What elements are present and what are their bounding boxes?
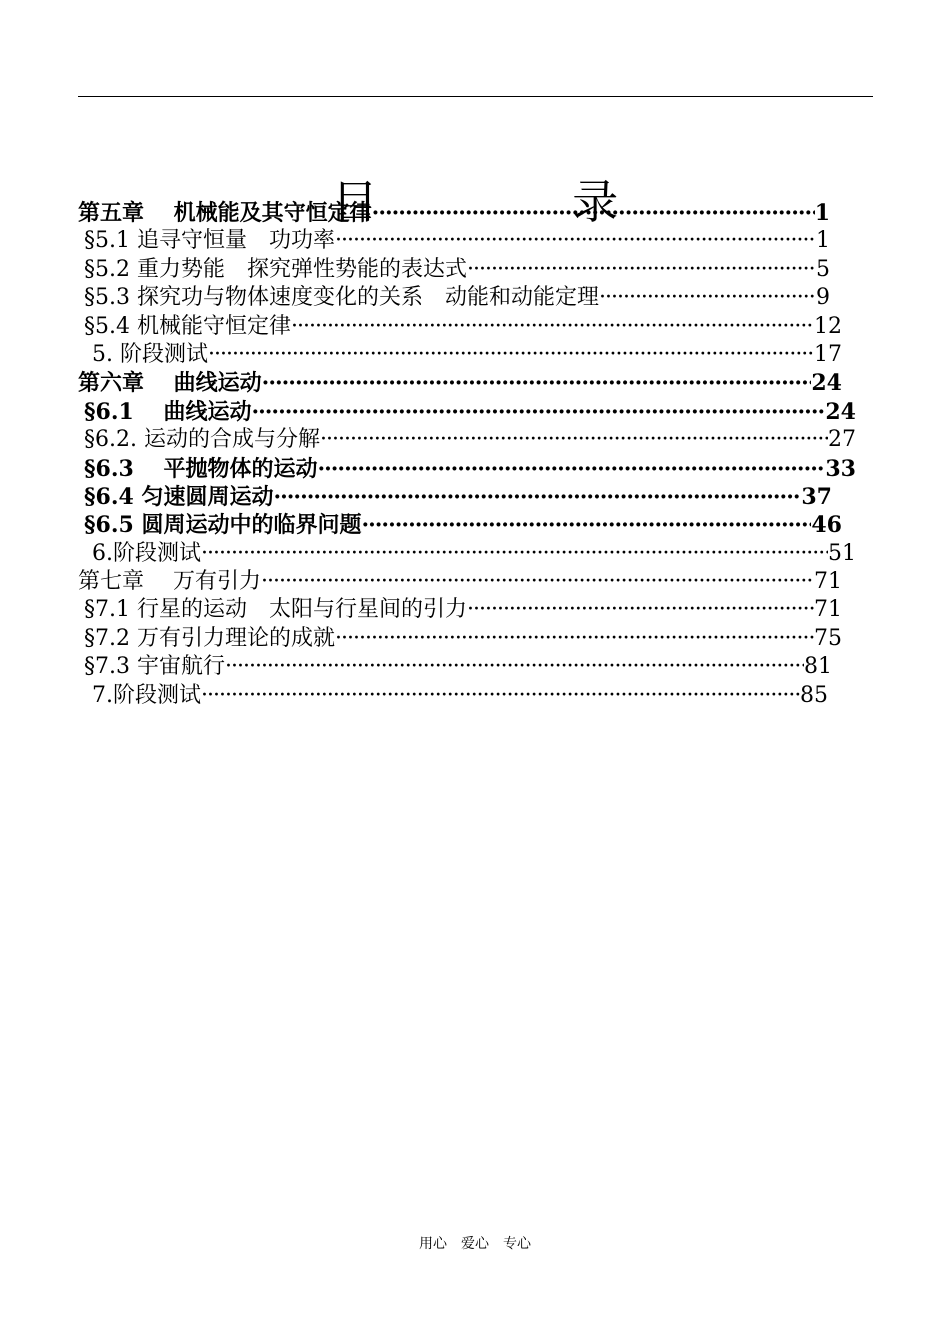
toc-entry-page-number: 1	[814, 200, 830, 226]
dot-leader	[208, 341, 814, 369]
toc-entry-title: §7.3 宇宙航行	[84, 654, 225, 680]
toc-entry-page-number: 12	[814, 313, 842, 339]
dot-leader	[262, 369, 812, 397]
dot-leader	[599, 284, 816, 312]
toc-entry-title: §7.2 万有引力理论的成就	[84, 625, 335, 651]
toc-entry[interactable]	[78, 426, 856, 454]
toc-entry[interactable]	[78, 284, 830, 312]
toc-entry-title: §6.4 匀速圆周运动	[84, 483, 274, 510]
toc-entry-title: §5.2 重力势能 探究弹性势能的表达式	[84, 256, 467, 282]
toc-entry-title: §5.4 机械能守恒定律	[84, 313, 291, 339]
toc-entry-title: 第六章 曲线运动	[78, 370, 262, 397]
dot-leader	[467, 596, 814, 624]
toc-entry-page-number: 71	[814, 569, 842, 595]
toc-entry-title: 第五章 机械能及其守恒定律	[78, 200, 372, 226]
toc-entry[interactable]	[78, 341, 842, 369]
toc-entry-title: §6.1 曲线运动	[84, 398, 252, 425]
toc-entry-page-number: 27	[828, 427, 856, 453]
toc-entry[interactable]	[78, 455, 856, 483]
dot-leader	[261, 568, 814, 596]
toc-entry-page-number: 71	[814, 597, 842, 623]
toc-entry-title: 5. 阶段测试	[92, 341, 208, 367]
toc-entry[interactable]	[78, 483, 832, 511]
toc-entry-page-number: 5	[816, 256, 830, 282]
table-of-contents	[78, 199, 878, 710]
toc-entry-title: §6.5 圆周运动中的临界问题	[84, 512, 362, 539]
toc-entry[interactable]	[78, 256, 830, 284]
toc-entry-page-number: 75	[814, 625, 842, 651]
page-footer: 用心 爱心 专心	[419, 1236, 531, 1252]
toc-entry-page-number: 24	[811, 370, 842, 397]
dot-leader	[273, 483, 801, 511]
dot-leader	[320, 426, 828, 454]
dot-leader	[372, 199, 815, 227]
toc-entry-title: 第七章 万有引力	[78, 569, 261, 595]
toc-entry[interactable]	[78, 653, 832, 681]
toc-entry-title: §7.1 行星的运动 太阳与行星间的引力	[84, 597, 467, 623]
toc-entry-title: §5.3 探究功与物体速度变化的关系 动能和动能定理	[84, 285, 599, 311]
dot-leader	[335, 625, 814, 653]
toc-entry[interactable]	[78, 369, 842, 397]
toc-entry[interactable]	[78, 568, 842, 596]
toc-entry-title: §6.3 平抛物体的运动	[84, 455, 318, 482]
toc-entry-page-number: 46	[811, 512, 842, 539]
header-rule	[78, 96, 873, 97]
toc-entry-page-number: 1	[816, 228, 830, 254]
toc-entry-title: §5.1 追寻守恒量 功功率	[84, 228, 335, 254]
dot-leader	[225, 653, 804, 681]
toc-entry-page-number: 37	[801, 483, 832, 510]
toc-entry-page-number: 51	[828, 540, 856, 566]
dot-leader	[291, 313, 814, 341]
toc-entry-page-number: 33	[825, 455, 856, 482]
dot-leader	[335, 227, 816, 255]
toc-entry-page-number: 85	[800, 682, 828, 708]
toc-entry-title: §6.2. 运动的合成与分解	[84, 427, 320, 453]
toc-entry-page-number: 9	[816, 285, 830, 311]
dot-leader	[467, 256, 816, 284]
dot-leader	[201, 540, 828, 568]
dot-leader	[317, 455, 825, 483]
toc-entry-page-number: 17	[814, 341, 842, 367]
toc-entry[interactable]	[78, 596, 842, 624]
toc-entry[interactable]	[78, 199, 830, 227]
toc-entry[interactable]	[78, 625, 842, 653]
page-title: 目 录	[331, 174, 709, 229]
toc-entry[interactable]	[78, 511, 842, 539]
toc-entry[interactable]	[78, 313, 842, 341]
toc-entry-page-number: 81	[804, 654, 832, 680]
toc-entry-title: 7.阶段测试	[92, 682, 201, 708]
toc-entry-page-number: 24	[825, 398, 856, 425]
dot-leader	[361, 511, 811, 539]
dot-leader	[201, 682, 800, 710]
toc-entry-title: 6.阶段测试	[92, 540, 201, 566]
toc-entry[interactable]	[78, 398, 856, 426]
toc-entry[interactable]	[78, 540, 856, 568]
toc-entry[interactable]	[78, 227, 830, 255]
dot-leader	[251, 398, 825, 426]
toc-entry[interactable]	[78, 682, 828, 710]
